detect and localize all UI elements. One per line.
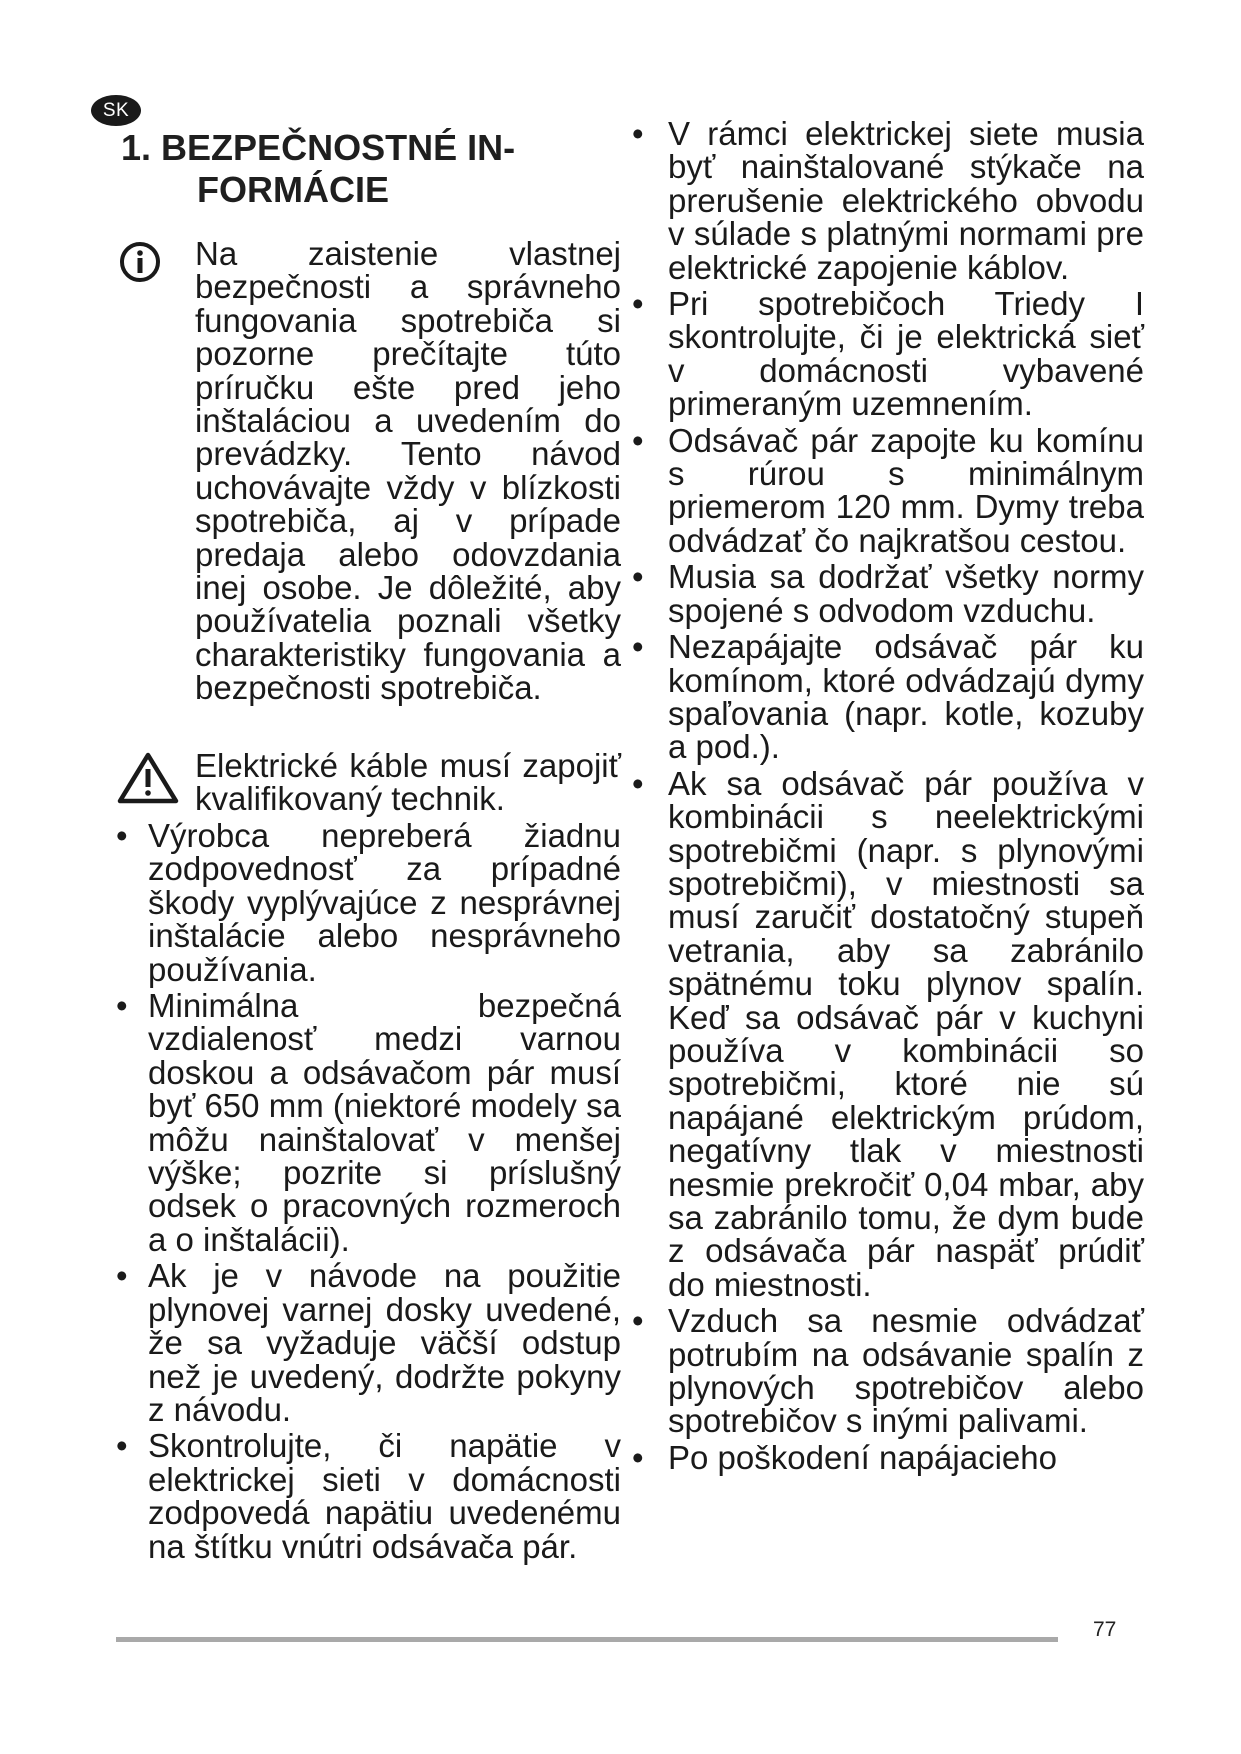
list-item: • Po poškodení napájacieho bbox=[632, 1441, 1144, 1474]
warning-note bbox=[118, 749, 623, 819]
list-item: • Výrobca nepreberá žiadnu zodpovednosť za prípadné škody vyplývajúce z nesprávnej inštalácie alebo nesprávneho používania. bbox=[116, 819, 621, 986]
language-badge: SK bbox=[91, 95, 141, 126]
list-item: • Ak je v návode na použitie plynovej varnej dosky uvedené, že sa vyžaduje väčší odstup než je uvedený, dodržte pokyny z návodu. bbox=[116, 1259, 621, 1426]
section-number: 1. bbox=[121, 127, 152, 168]
list-item: • Skontrolujte, či napätie v elektrickej sieti v domácnosti zodpovedá napätiu uvedenému na štítku vnútri odsávača pár. bbox=[116, 1429, 621, 1563]
left-bullet-list bbox=[116, 819, 621, 1563]
list-item: • Minimálna bezpečná vzdialenosť medzi varnou doskou a odsávačom pár musí byť 650 mm (niektoré modely sa môžu nainštalovať v menšej výške; pozrite si príslušný odsek o pracovných rozmeroch a o inštalácii). bbox=[116, 989, 621, 1256]
footer-divider bbox=[116, 1637, 1058, 1642]
warning-icon bbox=[116, 751, 180, 805]
info-note-text: Na zaistenie vlastnej bezpečnosti a správneho fungovania spotrebiča si pozorne prečítajte túto príručku ešte pred jeho inštaláciou a uvedením do prevádzky. Tento návod uchovávajte vždy v blízkosti spotrebiča, aj v prípade predaja alebo odovzdania inej osobe. Je dôležité, aby používatelia poznali všetky charakteristiky fungovania a bezpečnosti spotrebiča. bbox=[195, 235, 621, 707]
right-bullet-list bbox=[632, 117, 1144, 1474]
list-item: • Ak sa odsávač pár používa v kombinácii s neelektrickými spotrebičmi (napr. s plynovými spotrebičmi), v miestnosti sa musí zaručiť dostatočný stupeň vetrania, aby sa zabránilo spätnému toku plynov spalín. Keď sa odsávač pár v kuchyni používa v kombinácii so spotrebičmi, ktoré nie sú napájané elektrickým prúdom, negatívny tlak v miestnosti nesmie prekročiť 0,04 mbar, aby sa zabránilo tomu, že dym bude z odsávača pár naspäť prúdiť do miestnosti. bbox=[632, 767, 1144, 1302]
list-item: • Musia sa dodržať všetky normy spojené s odvodom vzduchu. bbox=[632, 560, 1144, 627]
list-item: • V rámci elektrickej siete musia byť nainštalované stýkače na prerušenie elektrického obvodu v súlade s platnými normami pre elektrické zapojenie káblov. bbox=[632, 117, 1144, 284]
list-item: • Nezapájajte odsávač pár ku komínom, ktoré odvádzajú dymy spaľovania (napr. kotle, kozuby a pod.). bbox=[632, 630, 1144, 764]
info-icon bbox=[118, 240, 162, 284]
section-title-line2: FORMÁCIE bbox=[197, 169, 389, 210]
section-title-line1: BEZPEČNOSTNÉ IN- bbox=[161, 127, 516, 168]
list-item: • Vzduch sa nesmie odvádzať potrubím na odsávanie spalín z plynových spotrebičov alebo spotrebičov s inými palivami. bbox=[632, 1304, 1144, 1438]
warning-note-text: Elektrické káble musí zapojiť kvalifikovaný technik. bbox=[195, 747, 621, 818]
section-title bbox=[121, 127, 515, 211]
info-note bbox=[118, 237, 623, 742]
page-number: 77 bbox=[1093, 1618, 1117, 1641]
list-item: • Odsávač pár zapojte ku komínu s rúrou s minimálnym priemerom 120 mm. Dymy treba odvádzať čo najkratšou cestou. bbox=[632, 424, 1144, 558]
list-item: • Pri spotrebičoch Triedy I skontrolujte, či je elektrická sieť v domácnosti vybavené primeraným uzemnením. bbox=[632, 287, 1144, 421]
